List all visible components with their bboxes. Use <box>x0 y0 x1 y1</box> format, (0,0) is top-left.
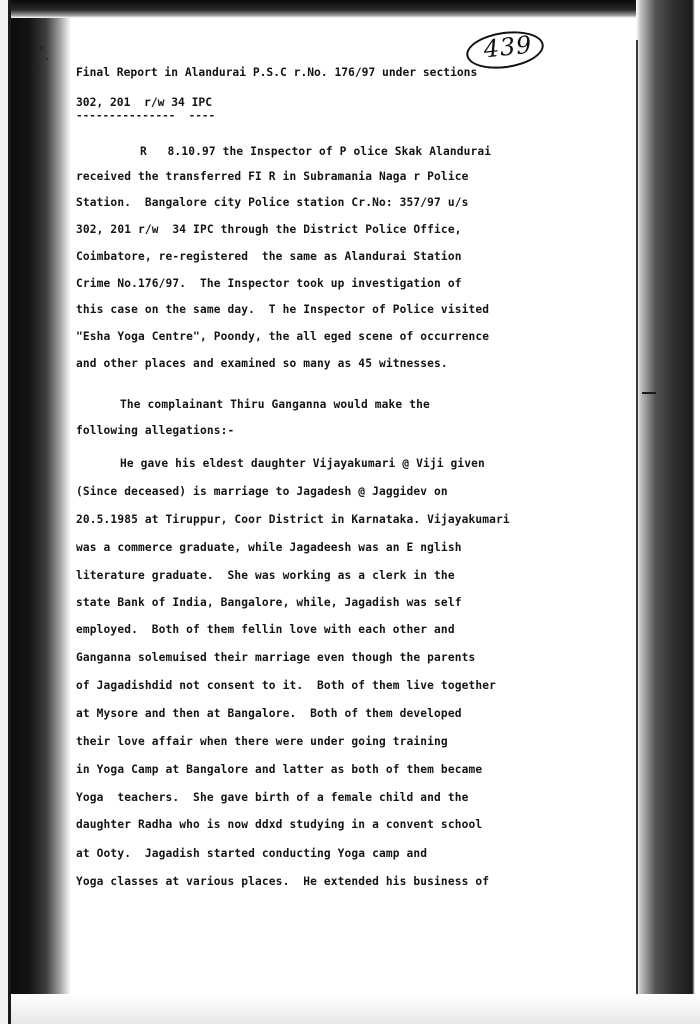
scan-speck <box>46 58 48 60</box>
paragraph-1-line: "Esha Yoga Centre", Poondy, the all eged scene of occurrence <box>76 330 490 343</box>
paragraph-3-line: employed. Both of them fellin love with each other and <box>76 623 455 636</box>
paragraph-3-line: their love affair when there were under going training <box>76 735 448 748</box>
paragraph-1-line: this case on the same day. T he Inspector of Police visited <box>76 303 490 316</box>
paragraph-3-line: at Mysore and then at Bangalore. Both of them developed <box>76 707 462 720</box>
paragraph-3-line: daughter Radha who is now ddxd studying in a convent school <box>76 818 483 831</box>
report-heading-line-1: Final Report in Alandurai P.S.C r.No. 176/97 under sections <box>76 66 478 79</box>
paragraph-1-line: Station. Bangalore city Police station Cr.No: 357/97 u/s <box>76 196 469 209</box>
report-heading-line-2: 302, 201 r/w 34 IPC <box>76 96 213 109</box>
scan-left-margin <box>0 0 8 1024</box>
paragraph-1-line: received the transferred FI R in Subramania Naga r Police <box>76 170 469 183</box>
heading-underline: --------------- ---- <box>76 109 216 122</box>
paragraph-1-line: Coimbatore, re-registered the same as Alandurai Station <box>76 250 462 263</box>
paragraph-3-line: of Jagadishdid not consent to it. Both of them live together <box>76 679 497 692</box>
paragraph-3-line: literature graduate. She was working as a clerk in the <box>76 569 455 582</box>
scan-top-shadow <box>11 0 700 18</box>
scan-right-rule <box>636 40 638 1024</box>
scan-speck <box>38 66 40 68</box>
scan-right-tick <box>642 392 656 394</box>
paragraph-3-line: Ganganna solemuised their marriage even though the parents <box>76 651 476 664</box>
paragraph-3-line: (Since deceased) is marriage to Jagadesh @ Jaggidev on <box>76 485 448 498</box>
paragraph-3-line: Yoga classes at various places. He extended his business of <box>76 875 490 888</box>
paragraph-1-line: R 8.10.97 the Inspector of P olice Skak Alandurai <box>140 145 492 158</box>
scan-bottom-fade <box>11 994 700 1024</box>
scan-right-shadow <box>636 0 700 1024</box>
paragraph-2-line: The complainant Thiru Ganganna would make the <box>120 398 430 411</box>
paragraph-3-line: was a commerce graduate, while Jagadeesh was an E nglish <box>76 541 462 554</box>
paragraph-3-line: He gave his eldest daughter Vijayakumari @ Viji given <box>120 457 485 470</box>
paragraph-1-line: Crime No.176/97. The Inspector took up investigation of <box>76 277 462 290</box>
paragraph-3-line: state Bank of India, Bangalore, while, Jagadish was self <box>76 596 462 609</box>
scan-left-shadow <box>11 0 71 1024</box>
scan-speck <box>40 46 43 49</box>
paragraph-3-line: at Ooty. Jagadish started conducting Yoga camp and <box>76 847 428 860</box>
paragraph-1-line: and other places and examined so many as 45 witnesses. <box>76 357 448 370</box>
paragraph-3-line: 20.5.1985 at Tiruppur, Coor District in Karnataka. Vijayakumari <box>76 513 510 526</box>
paragraph-1-line: 302, 201 r/w 34 IPC through the District Police Office, <box>76 223 462 236</box>
page-number: 439 <box>482 30 534 64</box>
paragraph-2-line: following allegations:- <box>76 424 235 437</box>
paragraph-3-line: in Yoga Camp at Bangalore and latter as both of them became <box>76 763 483 776</box>
paragraph-3-line: Yoga teachers. She gave birth of a female child and the <box>76 791 469 804</box>
